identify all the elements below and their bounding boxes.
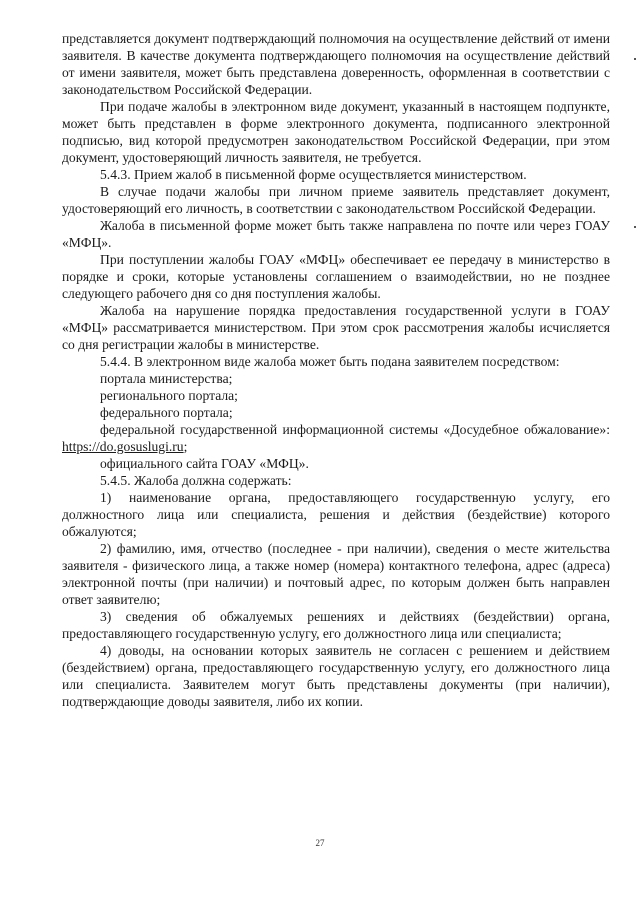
list-item-channel: федерального портала; <box>100 405 233 420</box>
paragraph-mfc-complaint: Жалоба на нарушение порядка предоставления государственной услуги в ГОАУ «МФЦ» рассматривается министерством. При этом срок рассмотрения жалобы исчисляется со дня регистрации жалобы в министерстве. <box>62 303 610 352</box>
page-number: 27 <box>315 838 325 848</box>
paragraph-mail-submission: Жалоба в письменной форме может быть также направлена по почте или через ГОАУ «МФЦ». <box>62 218 610 250</box>
list-item-channel-fgis <box>62 421 610 455</box>
requirement-item: 1) наименование органа, предоставляющего государственную услугу, его должностного лица или специалиста, решения и действия (бездействие) которого обжалуются; <box>62 490 610 539</box>
list-item-channel: регионального портала; <box>100 388 238 403</box>
paragraph-5-4-3: 5.4.3. Прием жалоб в письменной форме осуществляется министерством. <box>100 167 527 182</box>
fgis-text: федеральной государственной информационной системы «Досудебное обжалование»: <box>100 422 610 437</box>
paragraph-personal-reception: В случае подачи жалобы при личном приеме заявитель представляет документ, удостоверяющий его личность, в соответствии с законодательством Российской Федерации. <box>62 184 610 216</box>
fgis-end: ; <box>183 439 188 454</box>
requirement-item: 4) доводы, на основании которых заявитель не согласен с решением и действием (бездействием) органа, предоставляющего государственную услугу, его должностного лица или специалиста. Заявителем могут быть представлены документы (при наличии), подтверждающие доводы заявителя, либо их копии. <box>62 643 610 709</box>
section-heading-5-4-5: 5.4.5. Жалоба должна содержать: <box>100 473 292 488</box>
list-item-channel: портала министерства; <box>100 371 233 386</box>
requirement-item: 3) сведения об обжалуемых решениях и действиях (бездействии) органа, предоставляющего государственную услугу, его должностного лица или специалиста; <box>62 609 610 641</box>
gosuslugi-link[interactable]: https://do.gosuslugi.ru <box>62 439 184 454</box>
scan-mark <box>634 58 636 60</box>
scan-mark <box>634 226 636 228</box>
paragraph-mfc-transfer: При поступлении жалобы ГОАУ «МФЦ» обеспечивает ее передачу в министерство в порядке и сроки, которые установлены соглашением о взаимодействии, но не позднее следующего рабочего дня со дня поступления жалобы. <box>62 252 610 301</box>
list-item-channel-mfc-site: официального сайта ГОАУ «МФЦ». <box>100 456 309 471</box>
document-body <box>62 30 610 710</box>
paragraph-5-4-4: 5.4.4. В электронном виде жалоба может быть подана заявителем посредством: <box>100 354 560 369</box>
paragraph-authority-document: представляется документ подтверждающий полномочия на осуществление действий от имени заявителя. В качестве документа подтверждающего полномочия на осуществление действий от имени заявителя, может быть представлена доверенность, оформленная в соответствии с законодательством Российской Федерации. <box>62 31 610 97</box>
requirement-item: 2) фамилию, имя, отчество (последнее - при наличии), сведения о месте жительства заявителя - физического лица, а также номер (номера) контактного телефона, адрес (адреса) электронной почты (при наличии) и почтовый адрес, по которым должен быть направлен ответ заявителю; <box>62 541 610 607</box>
paragraph-electronic-submission: При подаче жалобы в электронном виде документ, указанный в настоящем подпункте, может быть представлен в форме электронного документа, подписанного электронной подписью, вид которой предусмотрен законодательством Российской Федерации, при этом документ, удостоверяющий личность заявителя, не требуется. <box>62 99 610 165</box>
